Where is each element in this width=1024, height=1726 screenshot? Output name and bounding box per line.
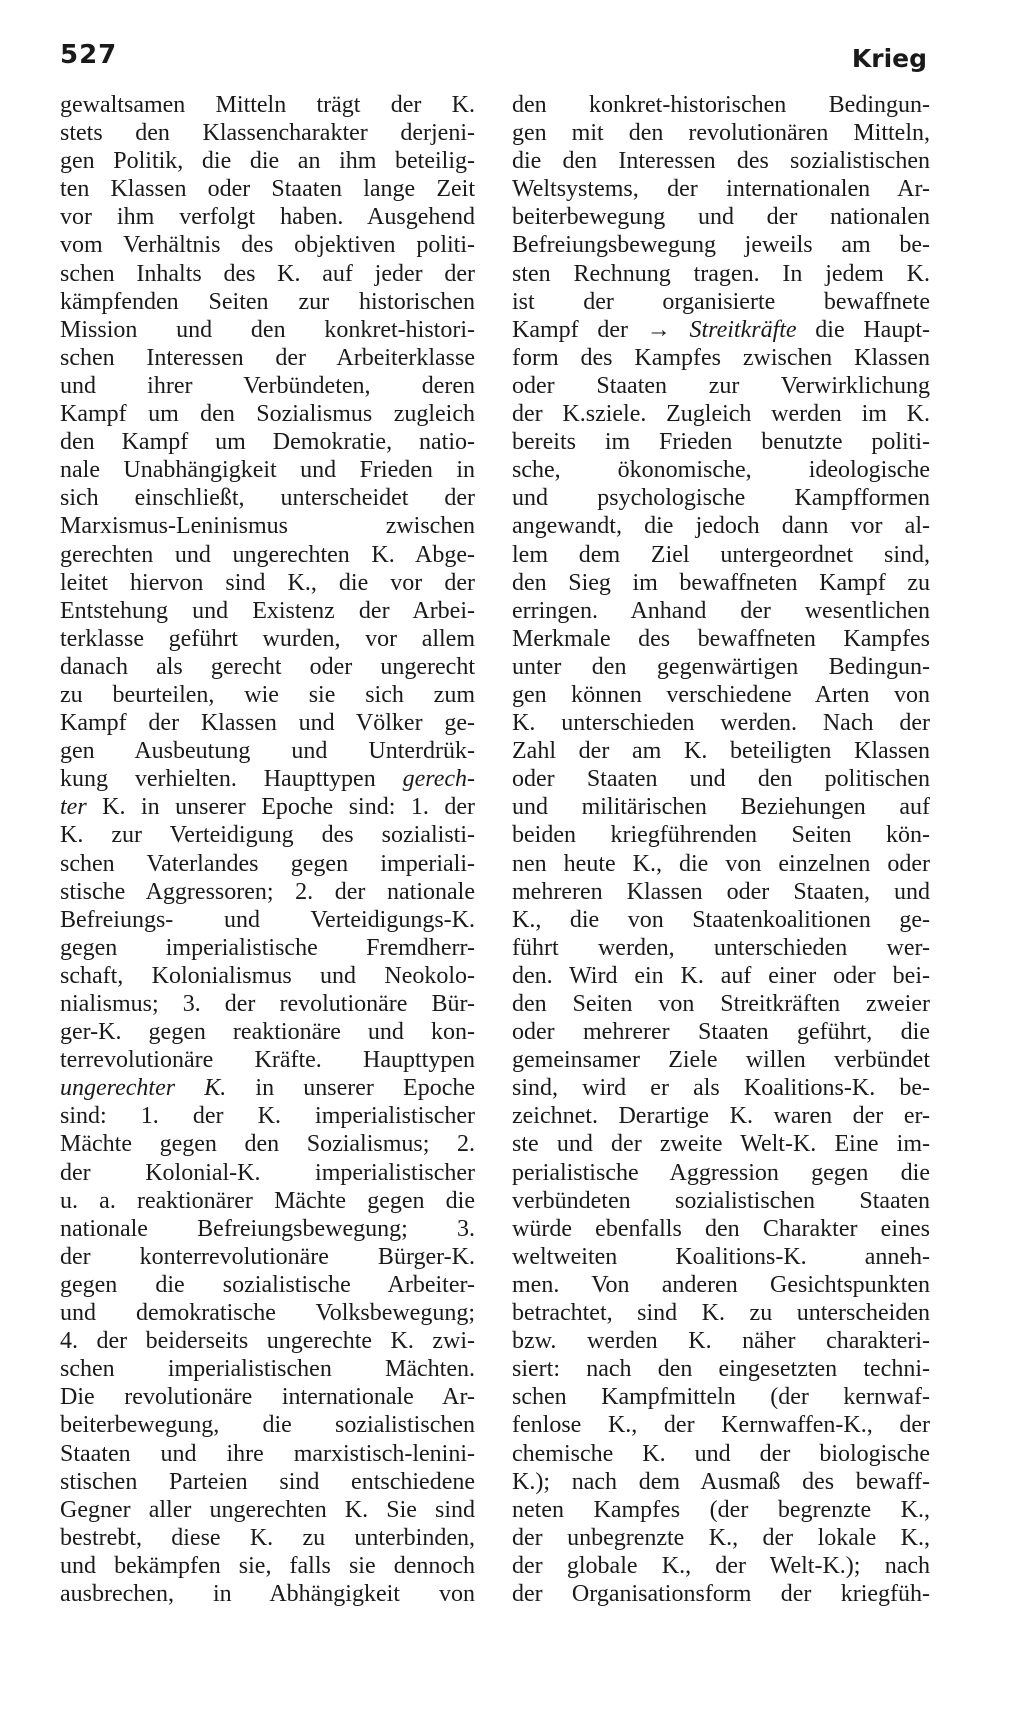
text-line: siert: nach den eingesetzten techni- [512, 1356, 930, 1383]
text-line: lem dem Ziel untergeordnet sind, [512, 541, 930, 568]
text-line: führt werden, unterschieden wer- [512, 934, 930, 961]
text-line: terrevolutionäre Kräfte. Haupttypen [60, 1047, 475, 1074]
text-line: nationale Befreiungsbewegung; 3. [60, 1215, 475, 1242]
text-line: oder Staaten zur Verwirklichung [512, 372, 930, 399]
right-column [512, 91, 930, 1608]
text-line: 4. der beiderseits ungerechte K. zwi- [60, 1328, 475, 1355]
text-line: gewaltsamen Mitteln trägt der K. [60, 92, 475, 118]
text-line: stets den Klassencharakter derjeni- [60, 120, 475, 147]
text-line: oder mehrerer Staaten geführt, die [512, 1019, 930, 1046]
text-line: danach als gerecht oder ungerecht [60, 653, 475, 680]
text-line: Marxismus-Leninismus zwischen [60, 513, 475, 540]
text-line: erringen. Anhand der wesentlichen [512, 597, 930, 624]
text-line: Mächte gegen den Sozialismus; 2. [60, 1131, 475, 1158]
text-line: würde ebenfalls den Charakter eines [512, 1215, 930, 1242]
text-line: Befreiungs- und Verteidigungs-K. [60, 906, 475, 933]
text-line: angewandt, die jedoch dann vor al- [512, 513, 930, 540]
text-line: sind: 1. der K. imperialistischer [60, 1103, 475, 1130]
text-line: zeichnet. Derartige K. waren der er- [512, 1103, 930, 1130]
text-line: mehreren Klassen oder Staaten, und [512, 878, 930, 905]
text-line: ten Klassen oder Staaten lange Zeit [60, 176, 475, 203]
text-line: stische Aggressoren; 2. der nationale [60, 878, 475, 905]
text-line: der unbegrenzte K., der lokale K., [512, 1524, 930, 1551]
text-line: betrachtet, sind K. zu unterscheiden [512, 1300, 930, 1327]
text-line: Kampf um den Sozialismus zugleich [60, 401, 475, 428]
text-line: K. unterschieden werden. Nach der [512, 710, 930, 737]
text-line: und psychologische Kampfformen [512, 485, 930, 512]
text-line: leitet hiervon sind K., die vor der [60, 569, 475, 596]
text-line: sten Rechnung tragen. In jedem K. [512, 260, 930, 287]
text-line: K.); nach dem Ausmaß des bewaff- [512, 1468, 930, 1495]
text-line: und bekämpfen sie, falls sie dennoch [60, 1552, 475, 1579]
text-line: und militärischen Beziehungen auf [512, 794, 930, 821]
text-line: den konkret-historischen Bedingun- [512, 92, 930, 118]
text-line: sich einschließt, unterscheidet der [60, 485, 475, 512]
text-line: sind, wird er als Koalitions-K. be- [512, 1075, 930, 1102]
text-line: beiterbewegung, die sozialistischen [60, 1412, 475, 1439]
text-line: K. zur Verteidigung des sozialisti- [60, 822, 475, 849]
text-line: ter K. in unserer Epoche sind: 1. der [60, 794, 475, 821]
text-line: gegen die sozialistische Arbeiter- [60, 1271, 475, 1298]
text-line: sche, ökonomische, ideologische [512, 457, 930, 484]
text-line: chemische K. und der biologische [512, 1440, 930, 1467]
text-line: und demokratische Volksbewegung; [60, 1300, 475, 1327]
text-line: Staaten und ihre marxistisch-lenini- [60, 1440, 475, 1467]
text-line: gen Politik, die die an ihm beteilig- [60, 148, 475, 175]
text-line: schaft, Kolonialismus und Neokolo- [60, 962, 475, 989]
text-line: perialistische Aggression gegen die [512, 1159, 930, 1186]
text-line: Merkmale des bewaffneten Kampfes [512, 625, 930, 652]
text-line: Weltsystems, der internationalen Ar- [512, 176, 930, 203]
text-line: Kampf der Klassen und Völker ge- [60, 710, 475, 737]
text-line: ste und der zweite Welt-K. Eine im- [512, 1131, 930, 1158]
text-line: ist der organisierte bewaffnete [512, 288, 930, 315]
text-line: beiden kriegführenden Seiten kön- [512, 822, 930, 849]
text-line: nen heute K., die von einzelnen oder [512, 850, 930, 877]
text-line: unter den gegenwärtigen Bedingun- [512, 653, 930, 680]
text-line: Mission und den konkret-histori- [60, 316, 475, 343]
text-line: vor ihm verfolgt haben. Ausgehend [60, 204, 475, 231]
text-line: ausbrechen, in Abhängigkeit von [60, 1580, 475, 1607]
text-line: gen können verschiedene Arten von [512, 681, 930, 708]
text-line: gegen imperialistische Fremdherr- [60, 934, 475, 961]
text-line: den Sieg im bewaffneten Kampf zu [512, 569, 930, 596]
text-line: kung verhielten. Haupttypen gerech- [60, 766, 475, 793]
text-line: men. Von anderen Gesichtspunkten [512, 1271, 930, 1298]
running-title: Krieg [851, 44, 927, 73]
text-line: Die revolutionäre internationale Ar- [60, 1384, 475, 1411]
text-line: der Kolonial-K. imperialistischer [60, 1159, 475, 1186]
text-line: die den Interessen des sozialistischen [512, 148, 930, 175]
text-line: stischen Parteien sind entschiedene [60, 1468, 475, 1495]
text-line: form des Kampfes zwischen Klassen [512, 344, 930, 371]
text-line: der globale K., der Welt-K.); nach [512, 1552, 930, 1579]
text-line: gen mit den revolutionären Mitteln, [512, 120, 930, 147]
text-line: der K.sziele. Zugleich werden im K. [512, 401, 930, 428]
text-line: weltweiten Koalitions-K. anneh- [512, 1243, 930, 1270]
text-line: zu beurteilen, wie sie sich zum [60, 681, 475, 708]
text-line: und ihrer Verbündeten, deren [60, 372, 475, 399]
text-line: der konterrevolutionäre Bürger-K. [60, 1243, 475, 1270]
text-line: u. a. reaktionärer Mächte gegen die [60, 1187, 475, 1214]
text-line: Kampf der → Streitkräfte die Haupt- [512, 316, 930, 343]
text-line: gemeinsamer Ziele willen verbündet [512, 1047, 930, 1074]
text-line: schen Vaterlandes gegen imperiali- [60, 850, 475, 877]
text-line: kämpfenden Seiten zur historischen [60, 288, 475, 315]
text-line: bestrebt, diese K. zu unterbinden, [60, 1524, 475, 1551]
text-line: den Seiten von Streitkräften zweier [512, 991, 930, 1017]
text-line: verbündeten sozialistischen Staaten [512, 1187, 930, 1214]
text-line: neten Kampfes (der begrenzte K., [512, 1496, 930, 1523]
text-line: K., die von Staatenkoalitionen ge- [512, 906, 930, 933]
page-number: 527 [60, 40, 118, 70]
text-line: Befreiungsbewegung jeweils am be- [512, 232, 930, 259]
text-line: gen Ausbeutung und Unterdrük- [60, 738, 475, 765]
left-column [60, 91, 475, 1608]
text-line: ger-K. gegen reaktionäre und kon- [60, 1019, 475, 1046]
text-line: Gegner aller ungerechten K. Sie sind [60, 1496, 475, 1523]
text-line: schen Interessen der Arbeiterklasse [60, 344, 475, 371]
text-line: der Organisationsform der kriegfüh- [512, 1580, 930, 1607]
text-line: den Kampf um Demokratie, natio- [60, 429, 475, 456]
text-line: nialismus; 3. der revolutionäre Bür- [60, 991, 475, 1017]
text-line: vom Verhältnis des objektiven politi- [60, 232, 475, 259]
text-line: Zahl der am K. beteiligten Klassen [512, 738, 930, 765]
text-line: terklasse geführt wurden, vor allem [60, 625, 475, 652]
text-line: schen imperialistischen Mächten. [60, 1356, 475, 1383]
text-line: beiterbewegung und der nationalen [512, 204, 930, 231]
text-line: Entstehung und Existenz der Arbei- [60, 597, 475, 624]
text-line: bereits im Frieden benutzte politi- [512, 429, 930, 456]
text-line: fenlose K., der Kernwaffen-K., der [512, 1412, 930, 1439]
text-line: den. Wird ein K. auf einer oder bei- [512, 962, 930, 989]
text-line: nale Unabhängigkeit und Frieden in [60, 457, 475, 484]
text-line: gerechten und ungerechten K. Abge- [60, 541, 475, 568]
text-line: schen Kampfmitteln (der kernwaf- [512, 1384, 930, 1411]
text-line: schen Inhalts des K. auf jeder der [60, 260, 475, 287]
text-line: ungerechter K. in unserer Epoche [60, 1075, 475, 1102]
text-line: oder Staaten und den politischen [512, 766, 930, 793]
text-line: bzw. werden K. näher charakteri- [512, 1328, 930, 1355]
